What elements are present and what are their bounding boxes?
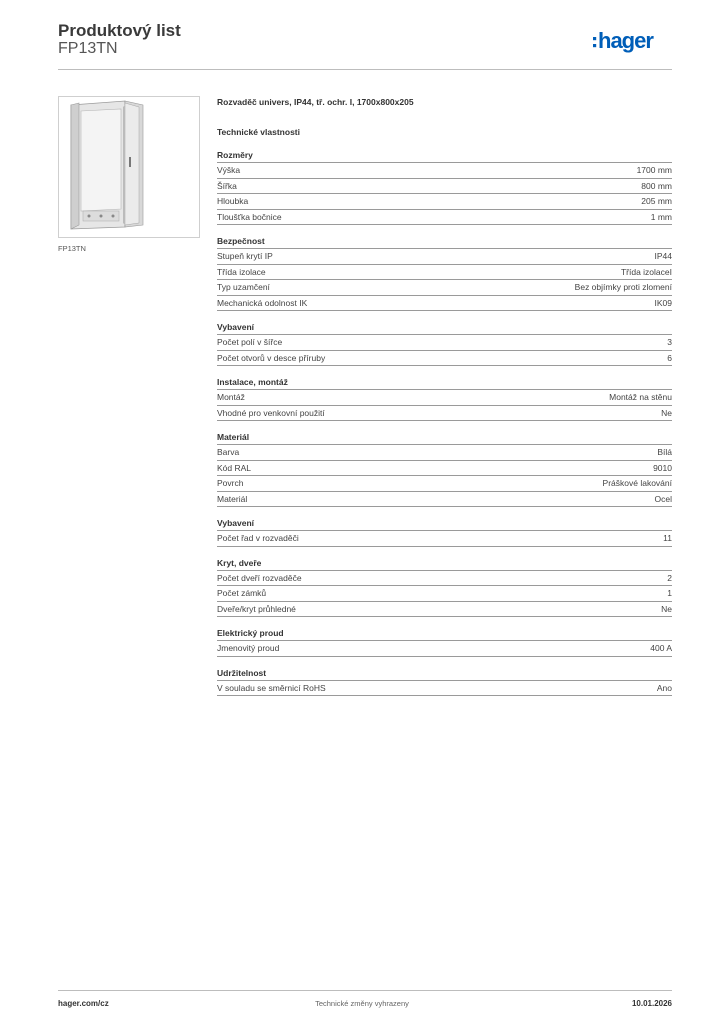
spec-rows [217,389,672,421]
spec-label: Materiál [217,493,248,504]
spec-value: Ne [661,407,672,418]
spec-value: Bílá [657,447,672,458]
spec-section [217,234,672,311]
spec-label: Mechanická odolnost IK [217,297,308,308]
spec-label: Počet otvorů v desce příruby [217,352,326,363]
spec-row [217,350,672,366]
spec-label: Montáž [217,392,245,403]
spec-label: Dveře/kryt průhledné [217,603,296,614]
spec-row [217,640,672,656]
section-title: Vybavení [217,518,255,528]
spec-rows [217,248,672,311]
spec-value: IK09 [654,297,672,308]
spec-label: Počet dveří rozvaděče [217,572,302,583]
header-divider [58,69,672,70]
spec-rows [217,162,672,225]
spec-value: Ne [661,603,672,614]
spec-value: IP44 [654,251,672,262]
spec-section [217,320,672,366]
spec-label: Výška [217,165,241,176]
section-title: Rozměry [217,150,253,160]
spec-rows [217,444,672,507]
spec-value: Montáž na stěnu [609,392,672,403]
spec-row [217,279,672,295]
spec-row [217,209,672,225]
spec-section [217,626,672,657]
spec-row [217,248,672,264]
spec-row [217,178,672,194]
spec-label: Hloubka [217,196,249,207]
spec-rows [217,680,672,697]
spec-rows [217,530,672,547]
product-code: FP13TN [58,40,118,57]
svg-text:hager: hager [598,28,653,53]
spec-label: Tloušťka bočnice [217,211,282,222]
spec-value: Třída izolaceI [620,266,672,277]
footer-note: Technické změny vyhrazeny [315,999,409,1008]
spec-label: Typ uzamčení [217,282,270,293]
section-title: Instalace, montáž [217,377,288,387]
spec-label: V souladu se směrnicí RoHS [217,682,326,693]
footer-divider [58,990,672,991]
product-details [217,95,672,696]
spec-row [217,601,672,617]
image-caption: FP13TN [58,244,86,253]
spec-row [217,405,672,421]
spec-value: 800 mm [641,180,672,191]
cabinet-illustration [59,97,199,237]
spec-value: 11 [663,533,672,544]
spec-label: Jmenovitý proud [217,643,280,654]
section-title: Bezpečnost [217,236,265,246]
footer-website: hager.com/cz [58,999,109,1008]
section-title: Materiál [217,432,250,442]
spec-label: Stupeň krytí IP [217,251,273,262]
spec-rows [217,570,672,618]
spec-rows [217,334,672,366]
spec-value: Bez objímky proti zlomení [574,282,672,293]
spec-row [217,460,672,476]
spec-label: Vhodné pro venkovní použití [217,407,325,418]
spec-section [217,666,672,697]
spec-row [217,193,672,209]
footer-date: 10.01.2026 [631,999,672,1008]
spec-value: Práškové lakování [602,478,672,489]
section-title: Vybavení [217,322,255,332]
product-description: Rozvaděč univers, IP44, tř. ochr. I, 1700x800x205 [217,97,414,107]
spec-value: 6 [667,352,672,363]
spec-value: 1700 mm [636,165,672,176]
spec-row [217,680,672,696]
spec-section [217,375,672,421]
spec-value: 2 [667,572,672,583]
spec-row [217,162,672,178]
section-title: Elektrický proud [217,628,284,638]
spec-row [217,389,672,405]
technical-properties-heading: Technické vlastnosti [217,127,300,137]
spec-label: Počet zámků [217,588,267,599]
spec-section [217,516,672,547]
spec-row [217,264,672,280]
spec-section [217,556,672,618]
spec-label: Kód RAL [217,462,252,473]
spec-row [217,570,672,586]
spec-value: Ocel [654,493,672,504]
spec-label: Barva [217,447,240,458]
spec-sections [217,148,672,696]
spec-value: 9010 [653,462,672,473]
spec-rows [217,640,672,657]
spec-value: 205 mm [641,196,672,207]
spec-value: 3 [667,337,672,348]
spec-label: Třída izolace [217,266,266,277]
product-image [58,96,200,238]
spec-row [217,491,672,507]
spec-row [217,530,672,546]
spec-row [217,475,672,491]
spec-label: Počet polí v šířce [217,337,283,348]
spec-row [217,444,672,460]
spec-row [217,295,672,311]
spec-value: 1 [667,588,672,599]
spec-label: Povrch [217,478,244,489]
hager-logo [592,28,674,56]
spec-label: Počet řad v rozvaděči [217,533,299,544]
spec-section [217,148,672,225]
spec-value: 400 A [650,643,672,654]
spec-row [217,334,672,350]
spec-value: Ano [656,682,672,693]
spec-row [217,585,672,601]
section-title: Kryt, dveře [217,557,262,568]
spec-value: 1 mm [650,211,672,222]
spec-section [217,430,672,507]
spec-label: Šířka [217,180,237,191]
page-title: Produktový list [58,21,181,40]
section-title: Udržitelnost [217,667,267,678]
